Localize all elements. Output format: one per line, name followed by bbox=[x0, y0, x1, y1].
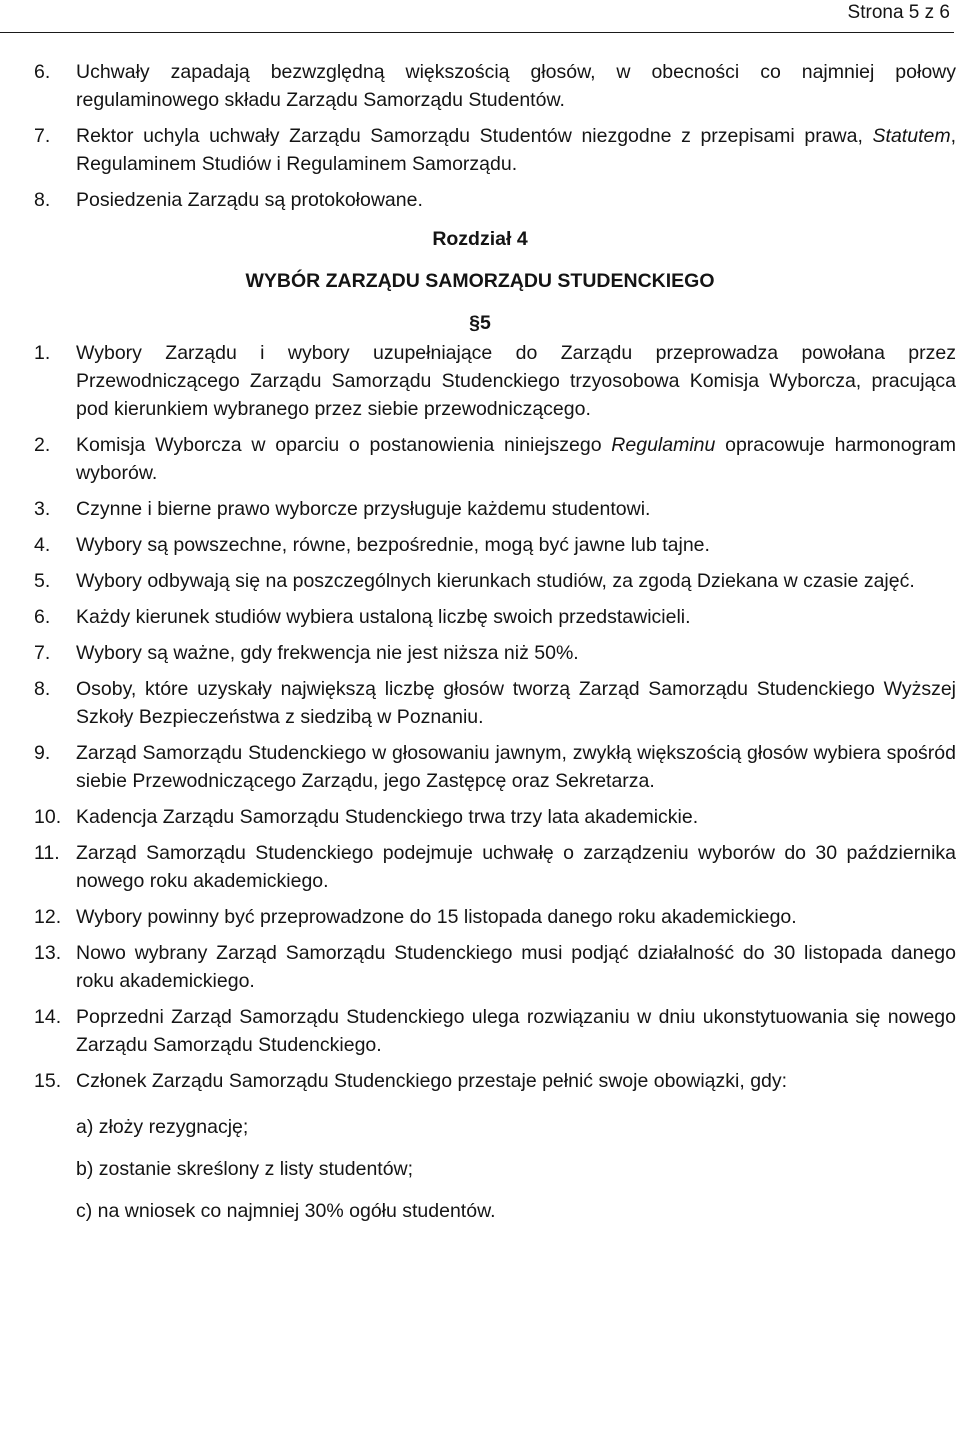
section-heading: §5 bbox=[469, 312, 491, 334]
list-item bbox=[0, 122, 960, 178]
list-item bbox=[0, 803, 960, 831]
item-text-italic: Statutem bbox=[872, 125, 951, 147]
sub-item-c: c) na wniosek co najmniej 30% ogółu studentów. bbox=[76, 1200, 496, 1222]
item-number: 9. bbox=[34, 742, 51, 764]
item-number: 14. bbox=[34, 1006, 62, 1028]
item-text: Kadencja Zarządu Samorządu Studenckiego trwa trzy lata akademickie. bbox=[76, 806, 699, 828]
list-item bbox=[0, 639, 960, 667]
list-item bbox=[0, 903, 960, 931]
item-text: Członek Zarządu Samorządu Studenckiego przestaje pełnić swoje obowiązki, gdy: bbox=[76, 1070, 788, 1092]
item-number: 2. bbox=[34, 434, 51, 456]
item-text-italic: Regulaminu bbox=[611, 434, 716, 456]
sub-item-a: a) złoży rezygnację; bbox=[76, 1116, 249, 1138]
list-item bbox=[0, 675, 960, 731]
top-list bbox=[0, 58, 960, 214]
page-number: Strona 5 z 6 bbox=[847, 2, 950, 23]
item-text: Osoby, które uzyskały największą liczbę głosów tworzą Zarząd Samorządu Studenckiego Wyższej Szkoły Bezpieczeństwa z siedzibą w Poznaniu. bbox=[76, 678, 956, 728]
chapter-title: Rozdział 4 bbox=[432, 228, 528, 250]
list-item bbox=[0, 603, 960, 631]
item-text: Zarząd Samorządu Studenckiego w głosowaniu jawnym, zwykłą większością głosów wybiera spośród siebie Przewodniczącego Zarządu, jego Zastępcę oraz Sekretarza. bbox=[76, 742, 956, 792]
item-text: Wybory powinny być przeprowadzone do 15 listopada danego roku akademickiego. bbox=[76, 906, 797, 928]
item-text: Wybory są ważne, gdy frekwencja nie jest niższa niż 50%. bbox=[76, 642, 579, 664]
item-text: Wybory Zarządu i wybory uzupełniające do Zarządu przeprowadza powołana przez Przewodniczącego Zarządu Samorządu Studenckiego trzyosobowa Komisja Wyborcza, pracująca pod kierunkiem wybranego przez siebie przewodniczącego. bbox=[76, 342, 956, 420]
list-item bbox=[0, 739, 960, 795]
list-item bbox=[0, 1067, 960, 1095]
item-text: opracowuje harmonogram wyborów. bbox=[76, 434, 956, 484]
list-item bbox=[0, 431, 960, 487]
sub-item-b: b) zostanie skreślony z listy studentów; bbox=[76, 1158, 414, 1180]
item-text: Uchwały zapadają bezwzględną większością głosów, w obecności co najmniej połowy regulaminowego składu Zarządu Samorządu Studentów. bbox=[76, 61, 956, 111]
item-text: Komisja Wyborcza w oparciu o postanowienia niniejszego bbox=[76, 434, 612, 456]
item-text: Wybory są powszechne, równe, bezpośrednie, mogą być jawne lub tajne. bbox=[76, 534, 710, 556]
item-number: 4. bbox=[34, 534, 51, 556]
page-header bbox=[0, 0, 960, 34]
chapter-subtitle: WYBÓR ZARZĄDU SAMORZĄDU STUDENCKIEGO bbox=[245, 270, 715, 292]
item-number: 8. bbox=[34, 189, 51, 211]
item-number: 13. bbox=[34, 942, 62, 964]
item-number: 10. bbox=[34, 806, 62, 828]
item-number: 1. bbox=[34, 342, 51, 364]
list-item bbox=[0, 1003, 960, 1059]
item-number: 8. bbox=[34, 678, 51, 700]
list-item bbox=[0, 531, 960, 559]
list-item bbox=[0, 839, 960, 895]
list-item bbox=[0, 495, 960, 523]
item-text: Rektor uchyla uchwały Zarządu Samorządu Studentów niezgodne z przepisami prawa, bbox=[76, 125, 873, 147]
list-item bbox=[0, 339, 960, 423]
item-number: 11. bbox=[34, 842, 60, 864]
header-divider bbox=[0, 32, 954, 33]
list-item bbox=[0, 58, 960, 114]
item-number: 3. bbox=[34, 498, 51, 520]
item-text: Wybory odbywają się na poszczególnych kierunkach studiów, za zgodą Dziekana w czasie zajęć. bbox=[76, 570, 915, 592]
list-item bbox=[0, 186, 960, 214]
item-text: Poprzedni Zarząd Samorządu Studenckiego ulega rozwiązaniu w dniu ukonstytuowania się nowego Zarządu Samorządu Studenckiego. bbox=[76, 1006, 956, 1056]
section-list bbox=[0, 339, 960, 1095]
item-number: 15. bbox=[34, 1070, 62, 1092]
document-body bbox=[0, 58, 960, 1225]
item-number: 6. bbox=[34, 61, 51, 83]
item-number: 6. bbox=[34, 606, 51, 628]
item-text: Każdy kierunek studiów wybiera ustaloną liczbę swoich przedstawicieli. bbox=[76, 606, 691, 628]
item-text: Posiedzenia Zarządu są protokołowane. bbox=[76, 189, 423, 211]
item-text: Zarząd Samorządu Studenckiego podejmuje uchwałę o zarządzeniu wyborów do 30 października nowego roku akademickiego. bbox=[76, 842, 956, 892]
item-text: Czynne i bierne prawo wyborcze przysługuje każdemu studentowi. bbox=[76, 498, 651, 520]
item-text: , Regulaminem Studiów i Regulaminem Samorządu. bbox=[76, 125, 956, 175]
item-number: 7. bbox=[34, 125, 51, 147]
item-number: 5. bbox=[34, 570, 51, 592]
item-text: Nowo wybrany Zarząd Samorządu Studenckiego musi podjąć działalność do 30 listopada danego roku akademickiego. bbox=[76, 942, 956, 992]
list-item bbox=[0, 567, 960, 595]
item-number: 7. bbox=[34, 642, 51, 664]
list-item bbox=[0, 939, 960, 995]
item-number: 12. bbox=[34, 906, 62, 928]
